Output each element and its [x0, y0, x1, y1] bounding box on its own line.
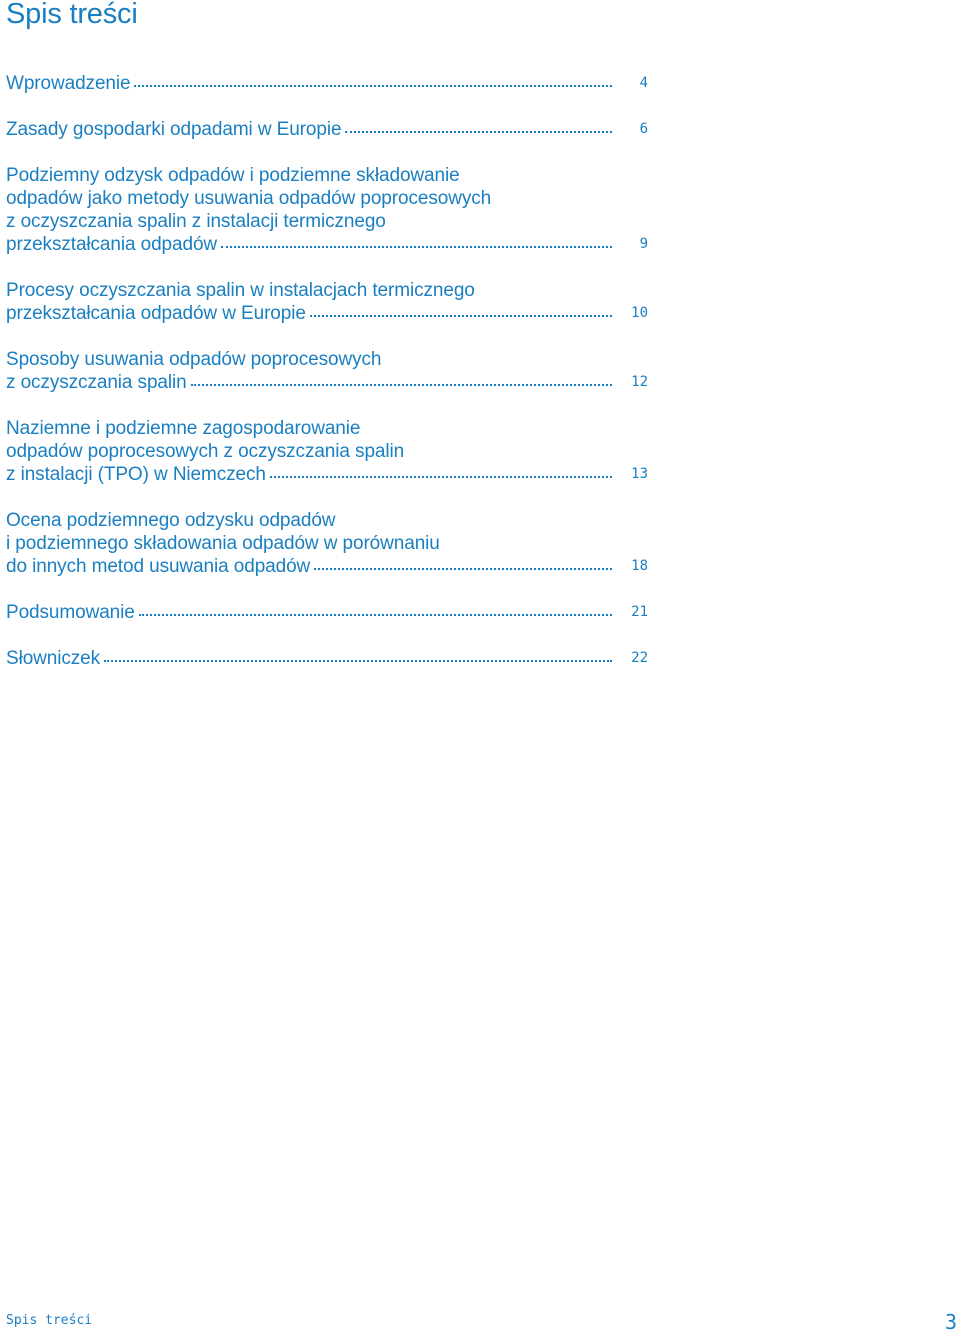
toc-entry-line	[6, 371, 612, 394]
toc-entry-line	[6, 302, 612, 325]
toc-page-number: 12	[631, 374, 648, 390]
toc-entry[interactable]	[6, 279, 654, 325]
toc-entry[interactable]	[6, 348, 654, 394]
toc-entry-line	[6, 647, 612, 670]
toc-entry-text: Ocena podziemnego odzysku odpadów	[6, 510, 336, 531]
toc-page-number: 18	[631, 558, 648, 574]
toc-page-number: 9	[639, 236, 648, 252]
toc-entry[interactable]	[6, 417, 654, 486]
footer-page-number: 3	[944, 1310, 957, 1334]
footer-section-label: Spis treści	[6, 1313, 93, 1328]
toc-entry-line	[6, 417, 654, 440]
page-title: Spis treści	[6, 0, 138, 30]
toc-entry-text: z oczyszczania spalin	[6, 372, 187, 393]
dot-leader	[134, 82, 612, 87]
dot-leader	[310, 312, 612, 317]
dot-leader	[191, 381, 612, 386]
toc-entry-text: Procesy oczyszczania spalin w instalacjach termicznego	[6, 280, 475, 301]
dot-leader	[345, 128, 612, 133]
toc-entry-text: przekształcania odpadów	[6, 234, 218, 255]
toc-entry-text: i podziemnego składowania odpadów w porównaniu	[6, 533, 440, 554]
toc-entry-line	[6, 601, 612, 624]
dot-leader	[221, 243, 612, 248]
toc-entry-line	[6, 164, 654, 187]
toc-entry[interactable]	[6, 72, 654, 95]
toc-entry[interactable]	[6, 509, 654, 578]
toc-entry-text: z instalacji (TPO) w Niemczech	[6, 464, 266, 485]
toc-entry-line	[6, 187, 654, 210]
toc-entry-text: odpadów jako metody usuwania odpadów poprocesowych	[6, 188, 492, 209]
toc-entry-text: z oczyszczania spalin z instalacji termicznego	[6, 211, 386, 232]
toc-entry-text: do innych metod usuwania odpadów	[6, 556, 311, 577]
toc-entry-text: Podziemny odzysk odpadów i podziemne składowanie	[6, 165, 460, 186]
toc-entry-line	[6, 279, 654, 302]
toc-entry[interactable]	[6, 601, 654, 624]
toc-page-number: 4	[639, 75, 648, 91]
toc-page-number: 10	[631, 305, 648, 321]
toc-entry-text: Sposoby usuwania odpadów poprocesowych	[6, 349, 382, 370]
table-of-contents	[6, 72, 654, 693]
toc-entry-line	[6, 509, 654, 532]
toc-entry-line	[6, 233, 612, 256]
dot-leader	[104, 657, 612, 662]
toc-entry-text: przekształcania odpadów w Europie	[6, 303, 306, 324]
toc-entry[interactable]	[6, 647, 654, 670]
toc-page-number: 6	[639, 121, 648, 137]
toc-entry-line	[6, 440, 654, 463]
toc-entry-line	[6, 532, 654, 555]
toc-entry[interactable]	[6, 164, 654, 256]
toc-entry-line	[6, 72, 612, 95]
toc-entry-text: Naziemne i podziemne zagospodarowanie	[6, 418, 361, 439]
toc-entry-text: Zasady gospodarki odpadami w Europie	[6, 119, 342, 140]
toc-page-number: 21	[631, 604, 648, 620]
toc-entry-text: Słowniczek	[6, 648, 101, 669]
dot-leader	[139, 611, 612, 616]
toc-page-number: 13	[631, 466, 648, 482]
dot-leader	[314, 565, 612, 570]
toc-entry-line	[6, 555, 612, 578]
toc-page-number: 22	[631, 650, 648, 666]
toc-entry-text: Podsumowanie	[6, 602, 135, 623]
toc-entry-line	[6, 463, 612, 486]
toc-entry-line	[6, 118, 612, 141]
toc-entry-line	[6, 348, 654, 371]
toc-entry[interactable]	[6, 118, 654, 141]
toc-entry-text: Wprowadzenie	[6, 73, 131, 94]
toc-entry-line	[6, 210, 654, 233]
dot-leader	[270, 473, 612, 478]
toc-entry-text: odpadów poprocesowych z oczyszczania spalin	[6, 441, 405, 462]
